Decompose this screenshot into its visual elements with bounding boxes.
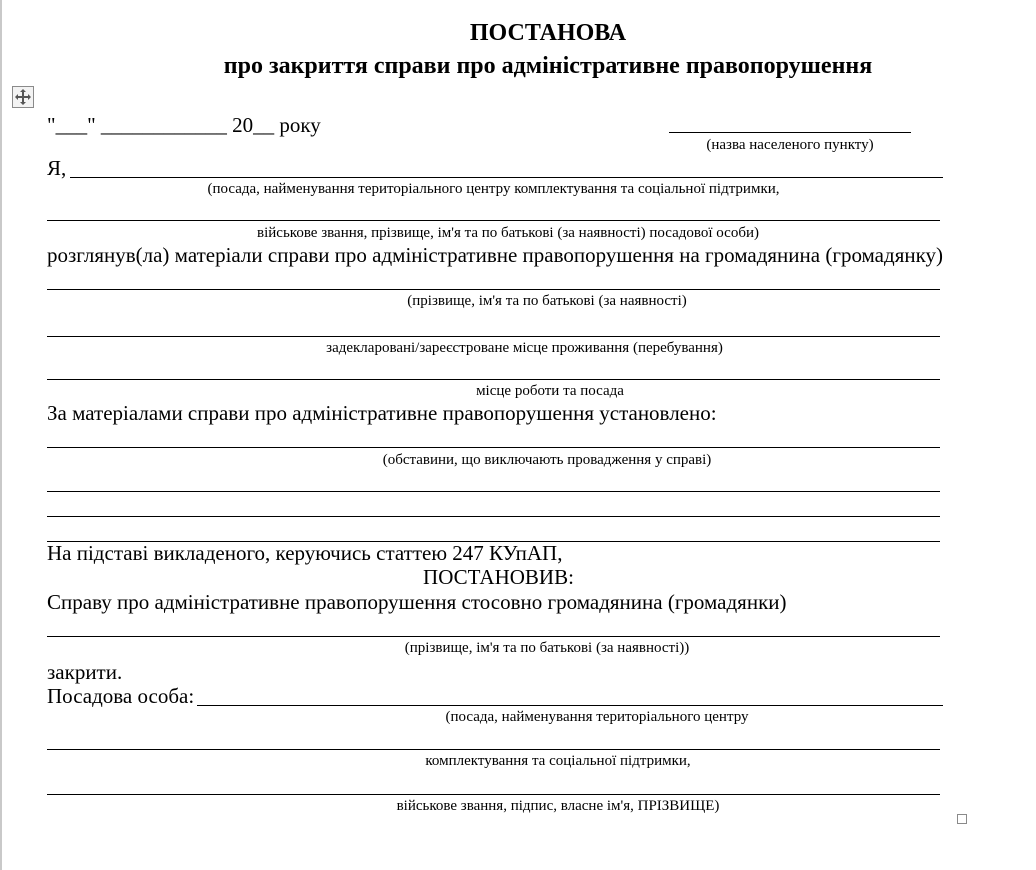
official-line-1[interactable] bbox=[70, 177, 943, 178]
established-text: За матеріалами справи про адміністративне правопорушення установлено: bbox=[47, 401, 717, 425]
signer-line-1[interactable] bbox=[197, 705, 943, 706]
move-icon bbox=[13, 87, 33, 107]
case-text: Справу про адміністративне правопорушення стосовно громадянина (громадянки) bbox=[47, 590, 787, 614]
citizen-caption-1: (прізвище, ім'я та по батькові (за наявності) bbox=[407, 293, 687, 309]
i-label: Я, bbox=[47, 156, 67, 180]
citizen-caption-3: місце роботи та посада bbox=[476, 383, 624, 399]
citizen-caption-2: задекларовані/зареєстроване місце проживання (перебування) bbox=[326, 340, 723, 356]
close-text: закрити. bbox=[47, 660, 123, 684]
official-caption-1: (посада, найменування територіального центру комплектування та соціальної підтримки, bbox=[207, 181, 780, 197]
official-line-2[interactable] bbox=[47, 220, 940, 221]
considered-text: розглянув(ла) матеріали справи про адміністративне правопорушення на громадянина (громадянку) bbox=[47, 243, 943, 267]
official-caption-2: військове звання, прізвище, ім'я та по батькові (за наявності) посадової особи) bbox=[257, 225, 759, 241]
table-move-handle[interactable] bbox=[12, 86, 34, 108]
signer-caption-2: комплектування та соціальної підтримки, bbox=[425, 753, 691, 769]
citizen-line-4[interactable] bbox=[47, 636, 940, 637]
document-title: ПОСТАНОВА bbox=[469, 20, 627, 46]
circumstances-line-3[interactable] bbox=[47, 516, 940, 517]
place-caption: (назва населеного пункту) bbox=[706, 137, 874, 153]
signer-caption-1: (посада, найменування територіального центру bbox=[445, 709, 749, 725]
signer-line-3[interactable] bbox=[47, 794, 940, 795]
citizen-line-3[interactable] bbox=[47, 379, 940, 380]
date-line: "___" ____________ 20__ року bbox=[47, 113, 321, 137]
circumstances-line-1[interactable] bbox=[47, 447, 940, 448]
official-label: Посадова особа: bbox=[47, 684, 195, 708]
signer-caption-3: військове звання, підпис, власне ім'я, ПРІЗВИЩЕ) bbox=[396, 798, 720, 814]
circumstances-line-2[interactable] bbox=[47, 491, 940, 492]
basis-text: На підставі викладеного, керуючись статтею 247 КУпАП, bbox=[47, 541, 563, 565]
resolved-heading: ПОСТАНОВИВ: bbox=[423, 565, 574, 589]
place-line[interactable] bbox=[669, 132, 911, 133]
resize-icon[interactable] bbox=[957, 814, 967, 824]
citizen-caption-4: (прізвище, ім'я та по батькові (за наявності)) bbox=[404, 640, 690, 656]
signer-line-2[interactable] bbox=[47, 749, 940, 750]
document-subtitle: про закриття справи про адміністративне правопорушення bbox=[223, 53, 873, 79]
citizen-line-1[interactable] bbox=[47, 289, 940, 290]
citizen-line-2[interactable] bbox=[47, 336, 940, 337]
circumstances-caption: (обставини, що виключають провадження у справі) bbox=[382, 452, 712, 468]
